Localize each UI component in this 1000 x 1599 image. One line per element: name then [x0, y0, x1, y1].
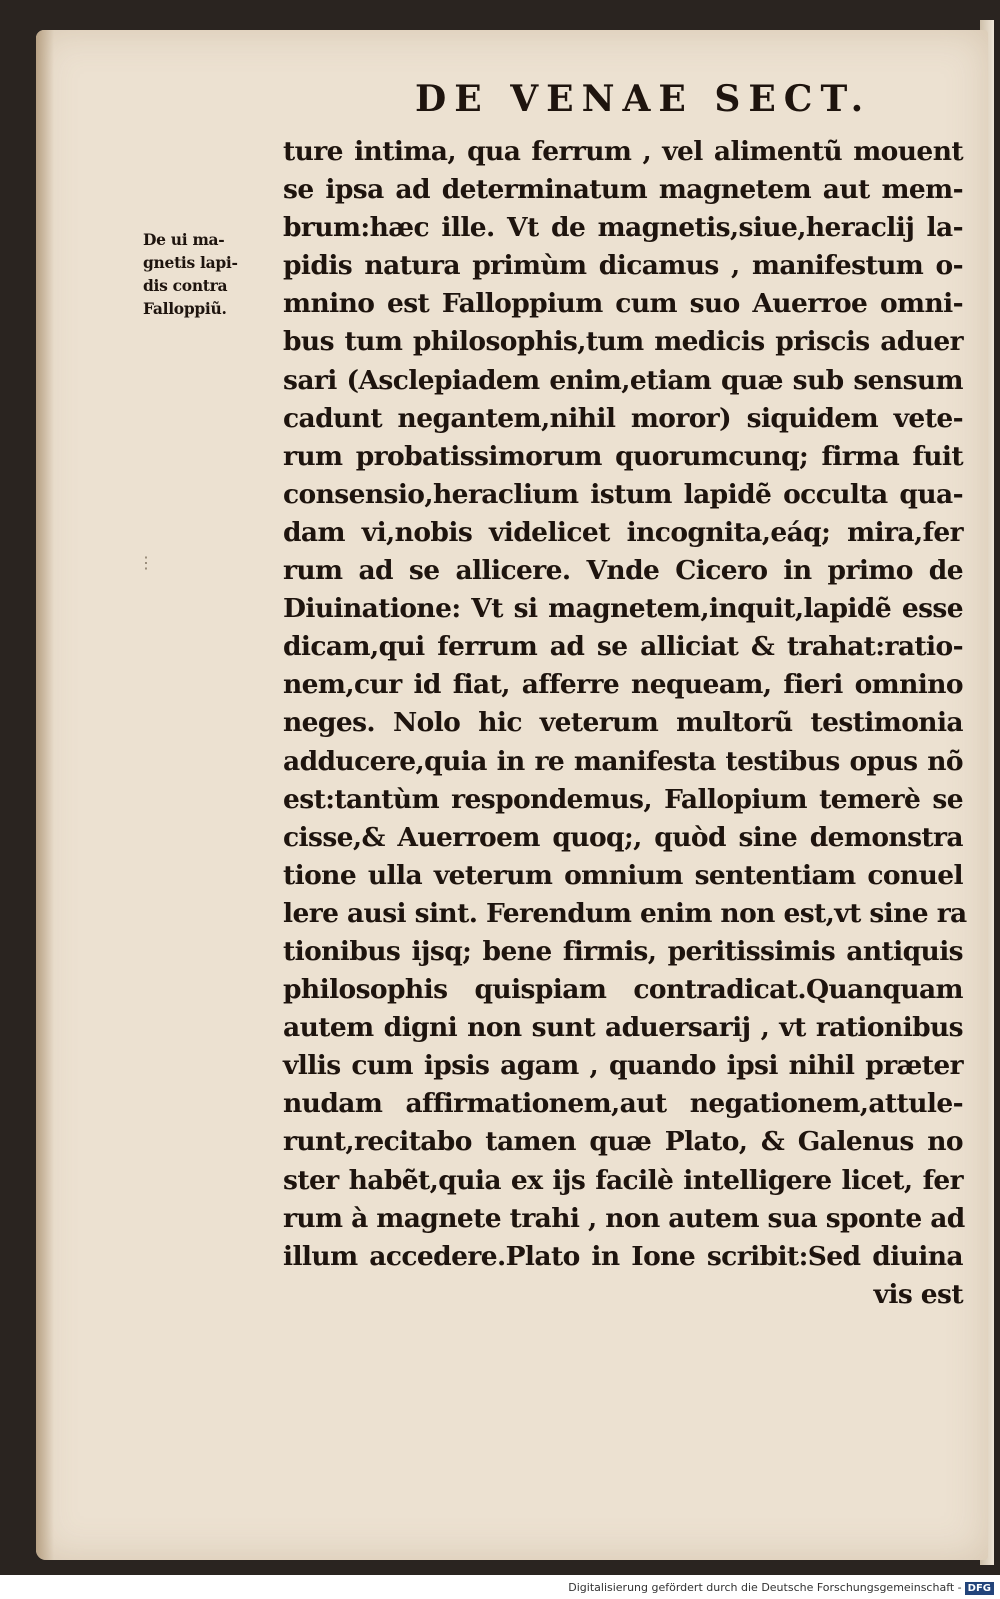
- marginal-note-line: gnetis lapi-: [143, 253, 238, 272]
- text-line: tionibus ijsq; bene firmis, peritissimis antiquis: [283, 935, 963, 967]
- text-line: sari (Asclepiadem enim,etiam quæ sub sensum: [283, 364, 963, 396]
- marginal-note-line: Falloppiũ.: [143, 299, 227, 318]
- text-line: autem digni non sunt aduersarij , vt rationibus: [283, 1012, 963, 1044]
- text-line: dicam,qui ferrum ad se alliciat & trahat:ratio-: [283, 631, 963, 663]
- text-line: runt,recitabo tamen quæ Plato, & Galenus no: [283, 1126, 963, 1158]
- text-line: brum:hæc ille. Vt de magnetis,siue,heraclij la-: [283, 212, 963, 244]
- marginal-note-line: De ui ma-: [143, 230, 225, 249]
- text-line: illum accedere.Plato in Ione scribit:Sed diuina: [283, 1240, 963, 1272]
- text-line: vllis cum ipsis agam , quando ipsi nihil præter: [283, 1050, 963, 1082]
- text-line: nem,cur id fiat, afferre nequeam, fieri omnino: [283, 669, 963, 701]
- digitization-credit: [568, 1581, 994, 1595]
- ink-smudge-mark: ⋮: [138, 553, 154, 572]
- footer-text: Digitalisierung gefördert durch die Deutsche Forschungsgemeinschaft -: [568, 1581, 962, 1594]
- text-line: cadunt negantem,nihil moror) siquidem vete-: [283, 402, 963, 434]
- text-line: bus tum philosophis,tum medicis priscis aduer: [283, 326, 963, 358]
- text-line: Diuinatione: Vt si magnetem,inquit,lapidẽ esse: [283, 593, 963, 625]
- text-line: rum probatissimorum quorumcunq; firma fuit: [283, 440, 963, 472]
- dfg-logo: DFG: [965, 1582, 994, 1595]
- text-line: lere ausi sint. Ferendum enim non est,vt sine ra: [283, 897, 967, 929]
- text-line: cisse,& Auerroem quoq;, quòd sine demonstra: [283, 821, 963, 853]
- gutter-shadow: [36, 30, 54, 1560]
- text-line: ture intima, qua ferrum , vel alimentũ mouent: [283, 136, 963, 167]
- text-line: tione ulla veterum omnium sententiam conuel: [283, 859, 963, 891]
- text-line: adducere,quia in re manifesta testibus opus nõ: [283, 745, 963, 777]
- text-line: est:tantùm respondemus, Fallopium temerè se: [283, 783, 963, 815]
- text-line: pidis natura primùm dicamus , manifestum o-: [283, 250, 963, 282]
- body-text: [283, 133, 967, 1314]
- text-line: rum à magnete trahi , non autem sua sponte ad: [283, 1202, 965, 1234]
- marginal-note: [143, 228, 273, 320]
- text-line: ster habẽt,quia ex ijs facilè intelligere licet, fer: [283, 1164, 963, 1196]
- running-head: DE VENAE SECT.: [415, 78, 872, 120]
- text-line: dam vi,nobis videlicet incognita,eáq; mira,fer: [283, 516, 963, 548]
- text-line: mnino est Falloppium cum suo Auerroe omni-: [283, 288, 963, 320]
- text-line: philosophis quispiam contradicat.Quanquam: [283, 974, 963, 1006]
- text-line: nudam affirmationem,aut negationem,attule-: [283, 1088, 963, 1120]
- text-line: neges. Nolo hic veterum multorũ testimonia: [283, 707, 963, 739]
- text-line: consensio,heraclium istum lapidẽ occulta qua-: [283, 478, 963, 510]
- text-line: rum ad se allicere. Vnde Cicero in primo de: [283, 555, 963, 587]
- catchword: vis est: [873, 1278, 963, 1310]
- text-line: se ipsa ad determinatum magnetem aut mem-: [283, 174, 963, 206]
- marginal-note-line: dis contra: [143, 276, 228, 295]
